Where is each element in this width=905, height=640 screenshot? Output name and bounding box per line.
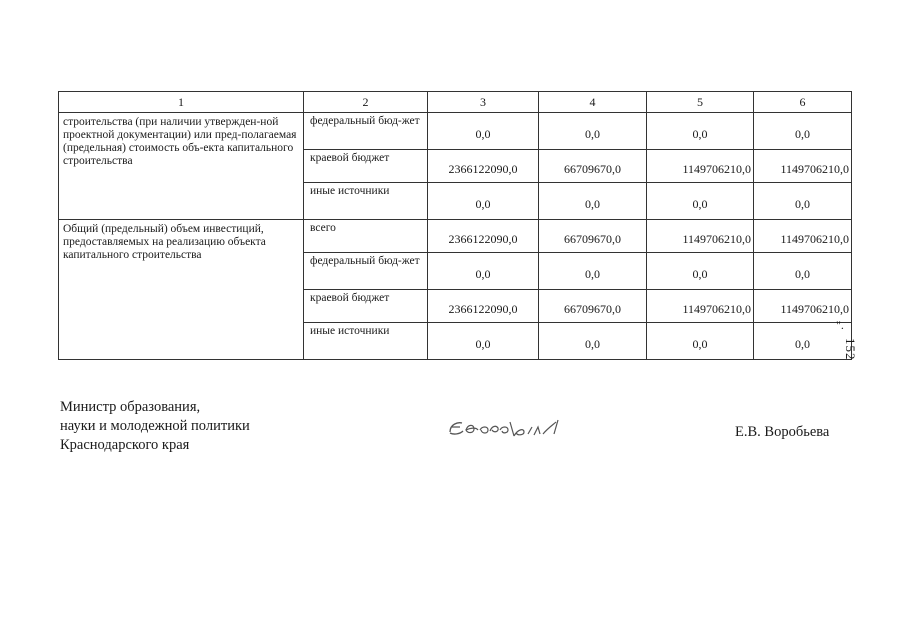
column-number: 2 xyxy=(304,92,428,113)
signer-position xyxy=(60,398,250,455)
column-number: 6 xyxy=(754,92,852,113)
value-cell: 0,0 xyxy=(647,323,754,360)
value-cell: 0,0 xyxy=(539,113,647,150)
signer-position-line: Министр образования, xyxy=(60,399,201,415)
table-row xyxy=(59,220,852,253)
value-cell: 0,0 xyxy=(754,253,852,290)
value-cell: 66709670,0 xyxy=(539,150,647,183)
value-cell: 0,0 xyxy=(647,113,754,150)
row-description: Общий (предельный) объем инвестиций, предоставляемых на реализацию объекта капитального строительства xyxy=(59,220,304,360)
value-cell: 0,0 xyxy=(647,253,754,290)
value-cell: 66709670,0 xyxy=(539,220,647,253)
column-number: 5 xyxy=(647,92,754,113)
value-cell: 0,0 xyxy=(754,183,852,220)
column-number: 1 xyxy=(59,92,304,113)
row-description: строительства (при наличии утвержден-ной проектной документации) или пред-полагаемая (предельная) стоимость объ-екта капитального строительства xyxy=(59,113,304,220)
value-cell: 0,0 xyxy=(428,323,539,360)
signer-name: Е.В. Воробьева xyxy=(735,424,830,440)
funding-source: федеральный бюд-жет xyxy=(304,113,428,150)
column-number: 4 xyxy=(539,92,647,113)
funding-source: краевой бюджет xyxy=(304,290,428,323)
value-cell: 0,0 xyxy=(647,183,754,220)
value-cell: 2366122090,0 xyxy=(428,290,539,323)
value-cell: 0,0 xyxy=(754,113,852,150)
value-cell: 1149706210,0 xyxy=(754,150,852,183)
table-row xyxy=(59,113,852,150)
signer-position-line: науки и молодежной политики xyxy=(60,418,250,434)
value-cell: 0,0 xyxy=(539,253,647,290)
funding-source: федеральный бюд-жет xyxy=(304,253,428,290)
value-cell: 1149706210,0 xyxy=(647,220,754,253)
column-number: 3 xyxy=(428,92,539,113)
value-cell: 0,0 xyxy=(539,183,647,220)
value-cell: 2366122090,0 xyxy=(428,220,539,253)
signer-position-line: Краснодарского края xyxy=(60,437,190,453)
value-cell: 1149706210,0 xyxy=(754,220,852,253)
funding-source: иные источники xyxy=(304,323,428,360)
funding-source: иные источники xyxy=(304,183,428,220)
page-number: 152 xyxy=(843,338,858,361)
handwritten-signature xyxy=(444,414,574,444)
value-cell: 0,0 xyxy=(539,323,647,360)
value-cell: 0,0 xyxy=(428,113,539,150)
funding-source: краевой бюджет xyxy=(304,150,428,183)
value-cell: 1149706210,0 xyxy=(647,150,754,183)
financing-table xyxy=(58,91,852,360)
value-cell: 0,0 xyxy=(754,323,852,360)
column-number-row xyxy=(59,92,852,113)
value-cell: 66709670,0 xyxy=(539,290,647,323)
funding-source: всего xyxy=(304,220,428,253)
value-cell: 2366122090,0 xyxy=(428,150,539,183)
value-cell: 0,0 xyxy=(428,253,539,290)
closing-quote: ". xyxy=(836,318,844,332)
value-cell: 1149706210,0 xyxy=(754,290,852,323)
value-cell: 0,0 xyxy=(428,183,539,220)
value-cell: 1149706210,0 xyxy=(647,290,754,323)
